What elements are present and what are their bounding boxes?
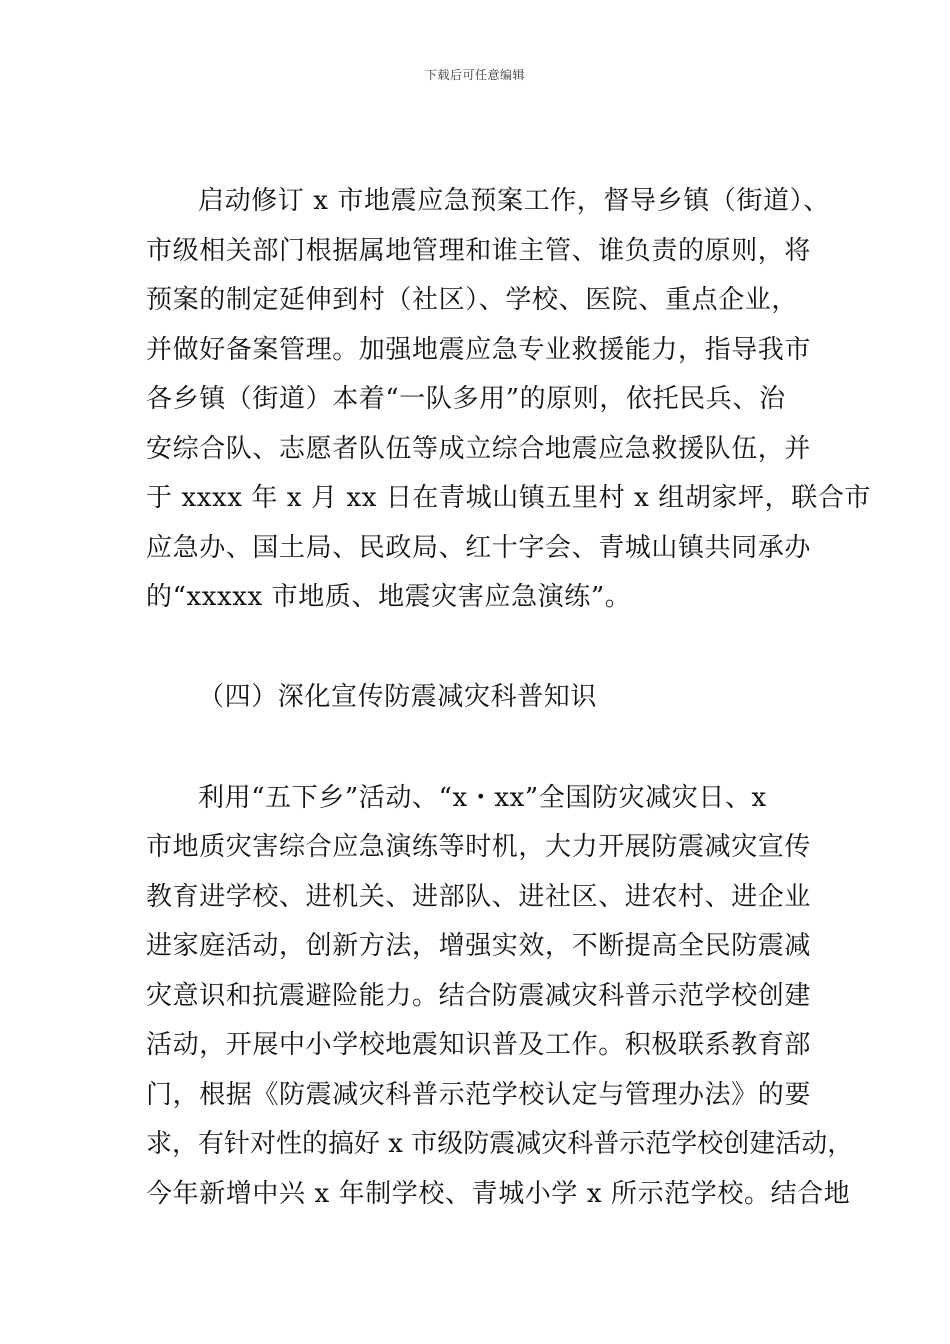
paragraph-1-line-2: 市级相关部门根据属地管理和谁主管、谁负责的原则，将	[146, 236, 812, 266]
paragraph-2-line-2: 市地质灾害综合应急演练等时机，大力开展防震减灾宣传	[146, 832, 812, 862]
paragraph-2-line-9: 今年新增中兴 x 年制学校、青城小学 x 所示范学校。结合地	[146, 1179, 851, 1209]
paragraph-1-line-6: 安综合队、志愿者队伍等成立综合地震应急救援队伍，并	[146, 434, 812, 464]
paragraph-1-line-8: 应急办、国土局、民政局、红十字会、青城山镇共同承办	[146, 533, 812, 563]
paragraph-1-line-5: 各乡镇（街道）本着“一队多用”的原则，依托民兵、治	[146, 384, 786, 414]
paragraph-1-line-3: 预案的制定延伸到村（社区）、学校、医院、重点企业，	[146, 285, 799, 315]
paragraph-2-line-1: 利用“五下乡”活动、“x・xx”全国防灾减灾日、x	[198, 783, 767, 813]
paragraph-2-line-7: 门，根据《防震减灾科普示范学校认定与管理办法》的要	[146, 1080, 812, 1110]
section-heading: （四）深化宣传防震减灾科普知识	[198, 682, 598, 712]
paragraph-2-line-5: 灾意识和抗震避险能力。结合防震减灾科普示范学校创建	[146, 981, 812, 1011]
paragraph-1-line-7: 于 xxxx 年 x 月 xx 日在青城山镇五里村 x 组胡家坪，联合市	[146, 483, 872, 513]
paragraph-2-line-4: 进家庭活动，创新方法，增强实效，不断提高全民防震减	[146, 931, 812, 961]
page-header: 下载后可任意编辑	[424, 68, 525, 82]
paragraph-2-line-3: 教育进学校、进机关、进部队、进社区、进农村、进企业	[146, 882, 812, 912]
paragraph-2-line-6: 活动，开展中小学校地震知识普及工作。积极联系教育部	[146, 1030, 812, 1060]
paragraph-1-line-9: 的“xxxxx 市地质、地震灾害应急演练”。	[146, 582, 632, 612]
paragraph-1-line-1: 启动修订 x 市地震应急预案工作，督导乡镇（街道）、	[198, 186, 830, 216]
paragraph-2-line-8: 求，有针对性的搞好 x 市级防震减灾科普示范学校创建活动，	[146, 1129, 854, 1159]
paragraph-1-line-4: 并做好备案管理。加强地震应急专业救援能力，指导我市	[146, 335, 812, 365]
